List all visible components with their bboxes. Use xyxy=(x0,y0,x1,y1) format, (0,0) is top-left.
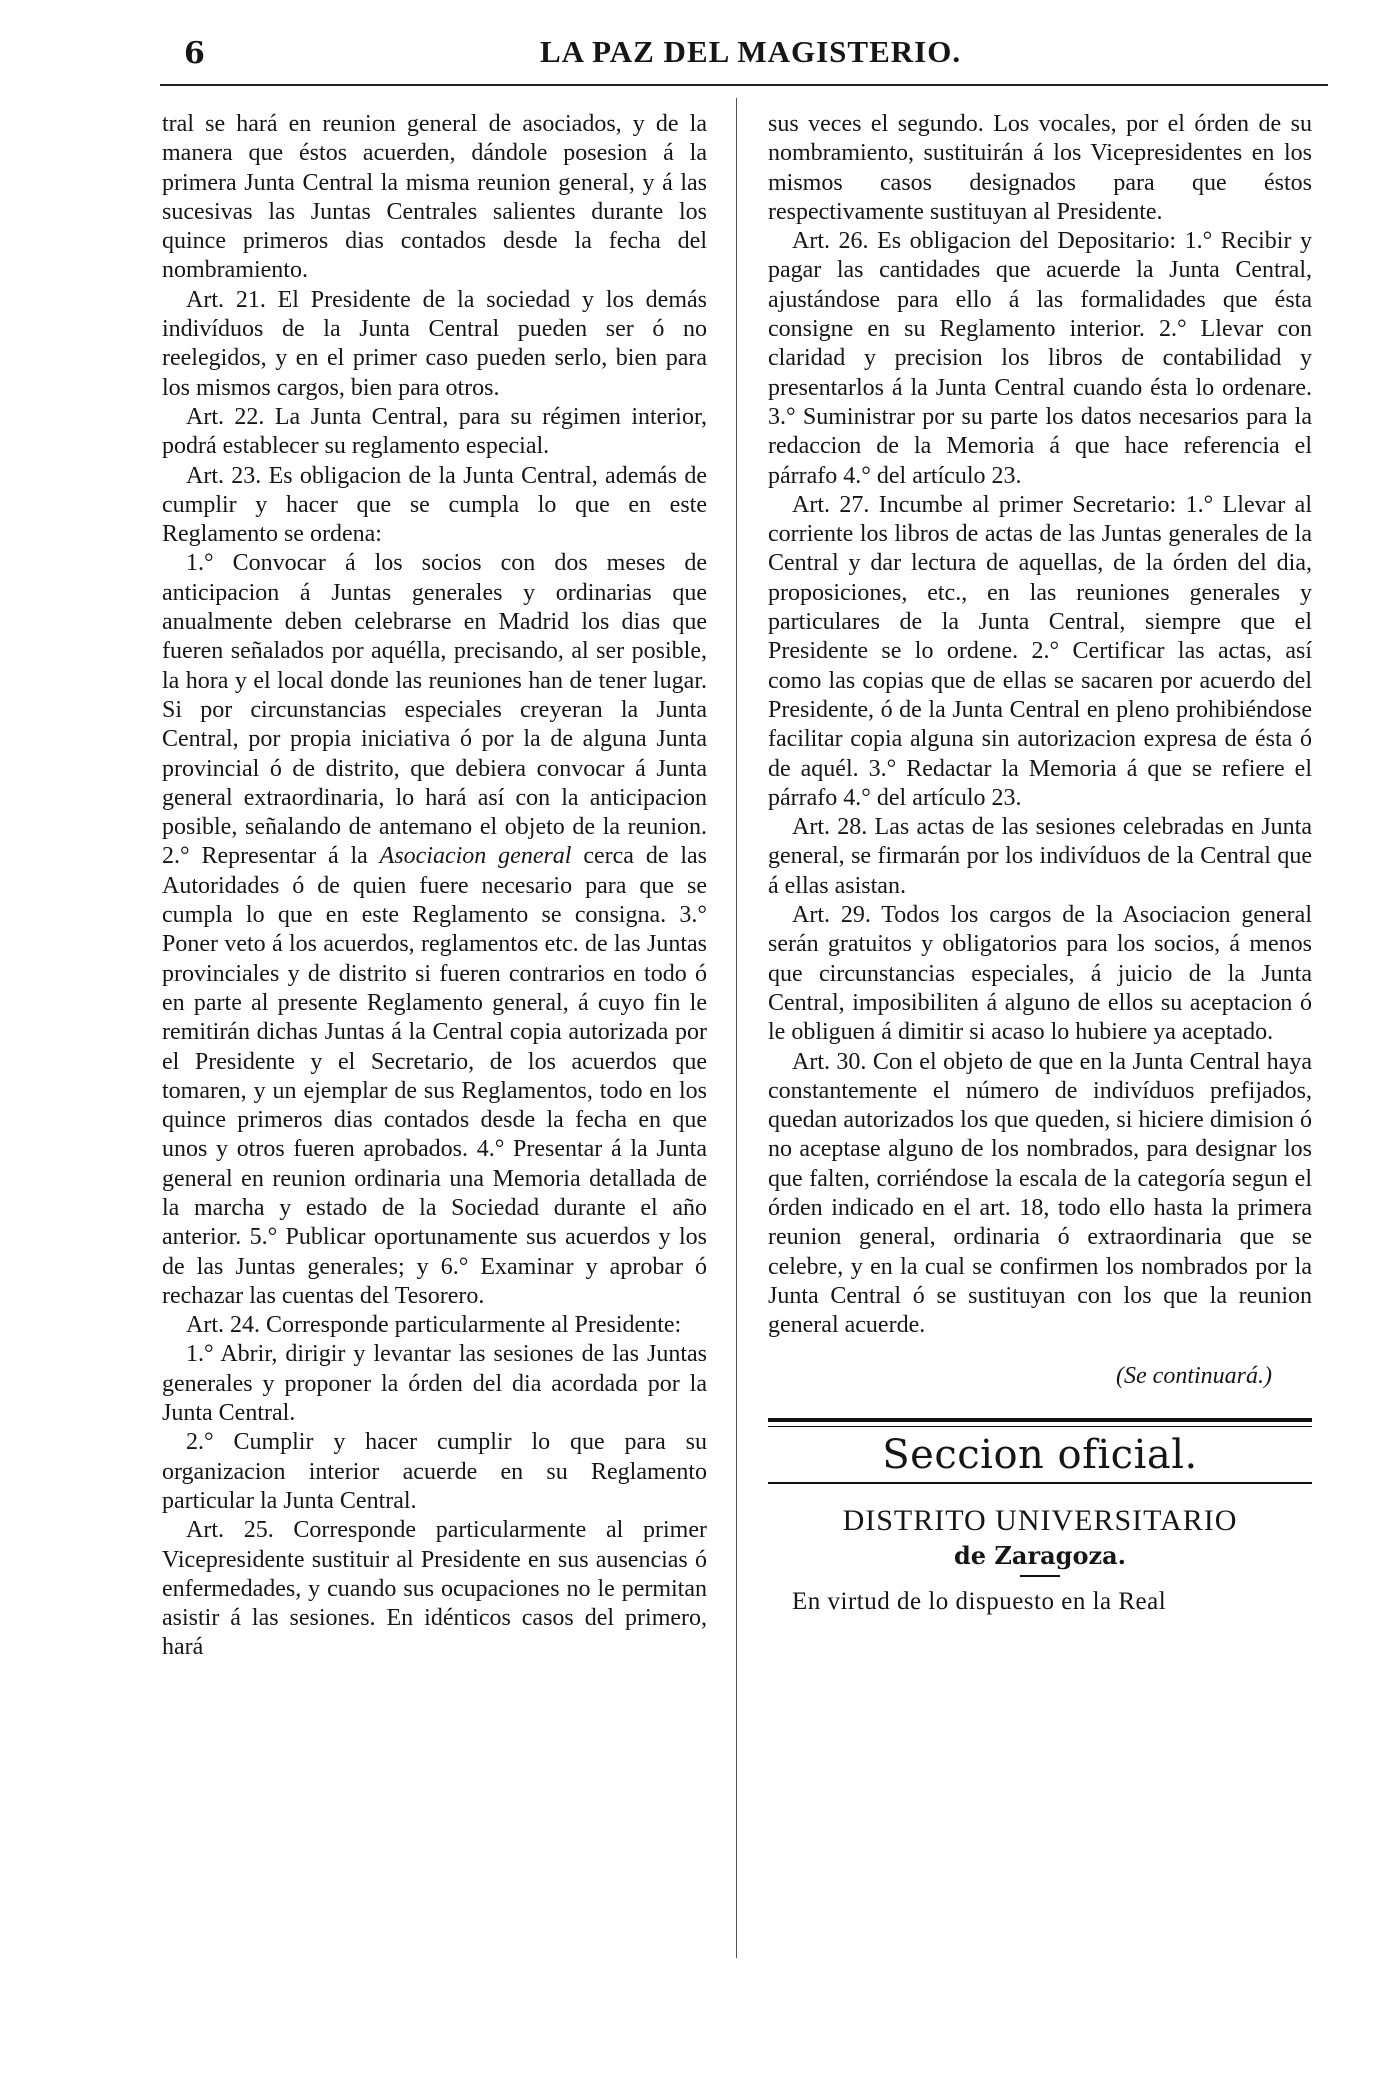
short-divider xyxy=(1020,1575,1060,1577)
art-23-text-cont: cerca de las Autoridades ó de quien fuere necesario para que se cumpla lo que en este Reglamento se consigna. 3.° Poner veto á los acuerdos, reglamentos etc. de las Juntas provinciales y de distrito si fueren contrarios en todo ó en parte al presente Reglamento general, á cuyo fin le remitirán dichas Juntas á la Central copia autorizada por el Presidente y el Secretario, de los acuerdos que tomaren, y un ejemplar de sus Reglamentos, todo en los quince primeros dias contados desde la fecha en que unos y otros fueren aprobados. 4.° Presentar á la Junta general en reunion ordinaria una Memoria detallada de la marcha y estado de la Sociedad durante el año anterior. 5.° Publicar oportunamente sus acuerdos y los de las Juntas generales; y 6.° Examinar y aprobar ó rechazar las cuentas del Tesorero. xyxy=(162,843,707,1309)
journal-title: LA PAZ DEL MAGISTERIO. xyxy=(540,34,962,69)
continuation-note: (Se continuará.) xyxy=(1116,1363,1272,1390)
left-column xyxy=(162,110,707,1663)
art-23-text: 1.° Convocar á los socios con dos meses de anticipacion á Juntas generales y ordinarias que anualmente deben celebrarse en Madrid los dias que fueren señalados por aquélla, precisando, al ser posible, la hora y el local donde las reuniones han de tener lugar. Si por circunstancias especiales creyeran la Junta Central, por propia iniciativa ó por la de alguna Junta provincial ó de distrito, que debiera convocar á Junta general extraordinaria, lo hará así con la anticipacion posible, señalando de antemano el objeto de la reunion. 2.° Representar á la xyxy=(162,550,707,870)
section-heading: Seccion oficial. xyxy=(882,1431,1198,1478)
header-rule xyxy=(160,84,1328,86)
paragraph-art-28: Art. 28. Las actas de las sesiones celebradas en Junta general, se firmarán por los indivíduos de la Central que á ellas asistan. xyxy=(768,814,1312,899)
paragraph-art-24-item-2: 2.° Cumplir y hacer cumplir lo que para su organizacion interior acuerde en su Reglamento particular la Junta Central. xyxy=(162,1429,707,1514)
paragraph-art-26: Art. 26. Es obligacion del Depositario: 1.° Recibir y pagar las cantidades que acuerde la Junta Central, ajustándose para ello á las formalidades que ésta consigne en su Reglamento interior. 2.° Llevar con claridad y precision los libros de contabilidad y presentarlos á la Junta Central cuando ésta lo ordenare. 3.° Suministrar por su parte los datos necesarios para la redaccion de la Memoria á que hace referencia el párrafo 4.° del artículo 23. xyxy=(768,228,1312,489)
section-rule-thick xyxy=(768,1418,1312,1422)
right-column xyxy=(768,110,1312,1616)
district-subheading: de Zaragoza. xyxy=(954,1541,1126,1571)
district-heading: DISTRITO UNIVERSITARIO xyxy=(842,1504,1238,1538)
paragraph-art-21: Art. 21. El Presidente de la sociedad y los demás indivíduos de la Junta Central pueden ser ó no reelegidos, y en el primer caso pueden serlo, bien para los mismos cargos, bien para otros. xyxy=(162,286,707,401)
section-heading-rule xyxy=(768,1482,1312,1484)
paragraph-art-23-body xyxy=(162,549,707,1311)
paragraph-art-30: Art. 30. Con el objeto de que en la Junta Central haya constantemente el número de indivíduos prefijados, quedan autorizados los que queden, si hiciere dimision ó no aceptase alguno de los nombrados, para designar los que falten, corriéndose la escala de la categoría segun el órden indicado en el art. 18, todo ello hasta la primera reunion general, ordinaria ó extraordinaria que se celebre, y en la cual se confirmen los nombrados por la Junta Central ó se sustituyan con los que la reunion general acuerde. xyxy=(768,1048,1312,1339)
column-divider xyxy=(736,98,737,1958)
paragraph-art-24-item-1: 1.° Abrir, dirigir y levantar las sesiones de las Juntas generales y proponer la órden del dia acordada por la Junta Central. xyxy=(162,1341,707,1427)
paragraph-art-25: Art. 25. Corresponde particularmente al primer Vicepresidente sustituir al Presidente en sus ausencias ó enfermedades, y cuando sus ocupaciones no le permitan asistir á las sesiones. En idénticos casos del primero, hará xyxy=(162,1517,707,1661)
paragraph-art-24: Art. 24. Corresponde particularmente al Presidente: xyxy=(186,1312,682,1339)
page-header xyxy=(160,28,1310,76)
page-number: 6 xyxy=(184,36,205,71)
paragraph-art-22: Art. 22. La Junta Central, para su régimen interior, podrá establecer su reglamento especial. xyxy=(162,403,707,460)
paragraph: tral se hará en reunion general de asociados, y de la manera que éstos acuerden, dándole posesion á la primera Junta Central la misma reunion general, y á las sucesivas las Juntas Centrales salientes durante los quince primeros dias contados desde la fecha del nombramiento. xyxy=(162,111,707,284)
paragraph-art-27: Art. 27. Incumbe al primer Secretario: 1.° Llevar al corriente los libros de actas de las Juntas generales de la Central y dar lectura de aquellas, de la órden del dia, proposiciones, etc., en las reuniones generales y particulares de la Junta Central, siempre que el Presidente se lo ordene. 2.° Certificar las actas, así como las copias que de ellas se sacaren por acuerdo del Presidente, ó de la Junta Central en pleno prohibiéndose facilitar copia alguna sin autorizacion expresa de ésta ó de aquél. 3.° Redactar la Memoria á que se refiere el párrafo 4.° del artículo 23. xyxy=(768,491,1312,811)
art-23-emphasis: Asociacion general xyxy=(379,843,572,870)
decree-start-text: En virtud de lo dispuesto en la Real xyxy=(792,1587,1167,1615)
section-rule-thin xyxy=(768,1426,1312,1427)
paragraph-art-23: Art. 23. Es obligacion de la Junta Central, además de cumplir y hacer que se cumpla lo que en este Reglamento se ordena: xyxy=(162,462,707,548)
paragraph-art-29: Art. 29. Todos los cargos de la Asociacion general serán gratuitos y obligatorios para los socios, á menos que circunstancias especiales, á juicio de la Junta Central, imposibiliten á alguno de ellos su aceptacion ó le obliguen á dimitir si acaso lo hubiere ya aceptado. xyxy=(768,902,1312,1046)
paragraph: sus veces el segundo. Los vocales, por el órden de su nombramiento, sustituirán á los Vicepresidentes en los mismos casos designados para que éstos respectivamente sustituyan al Presidente. xyxy=(768,111,1312,225)
